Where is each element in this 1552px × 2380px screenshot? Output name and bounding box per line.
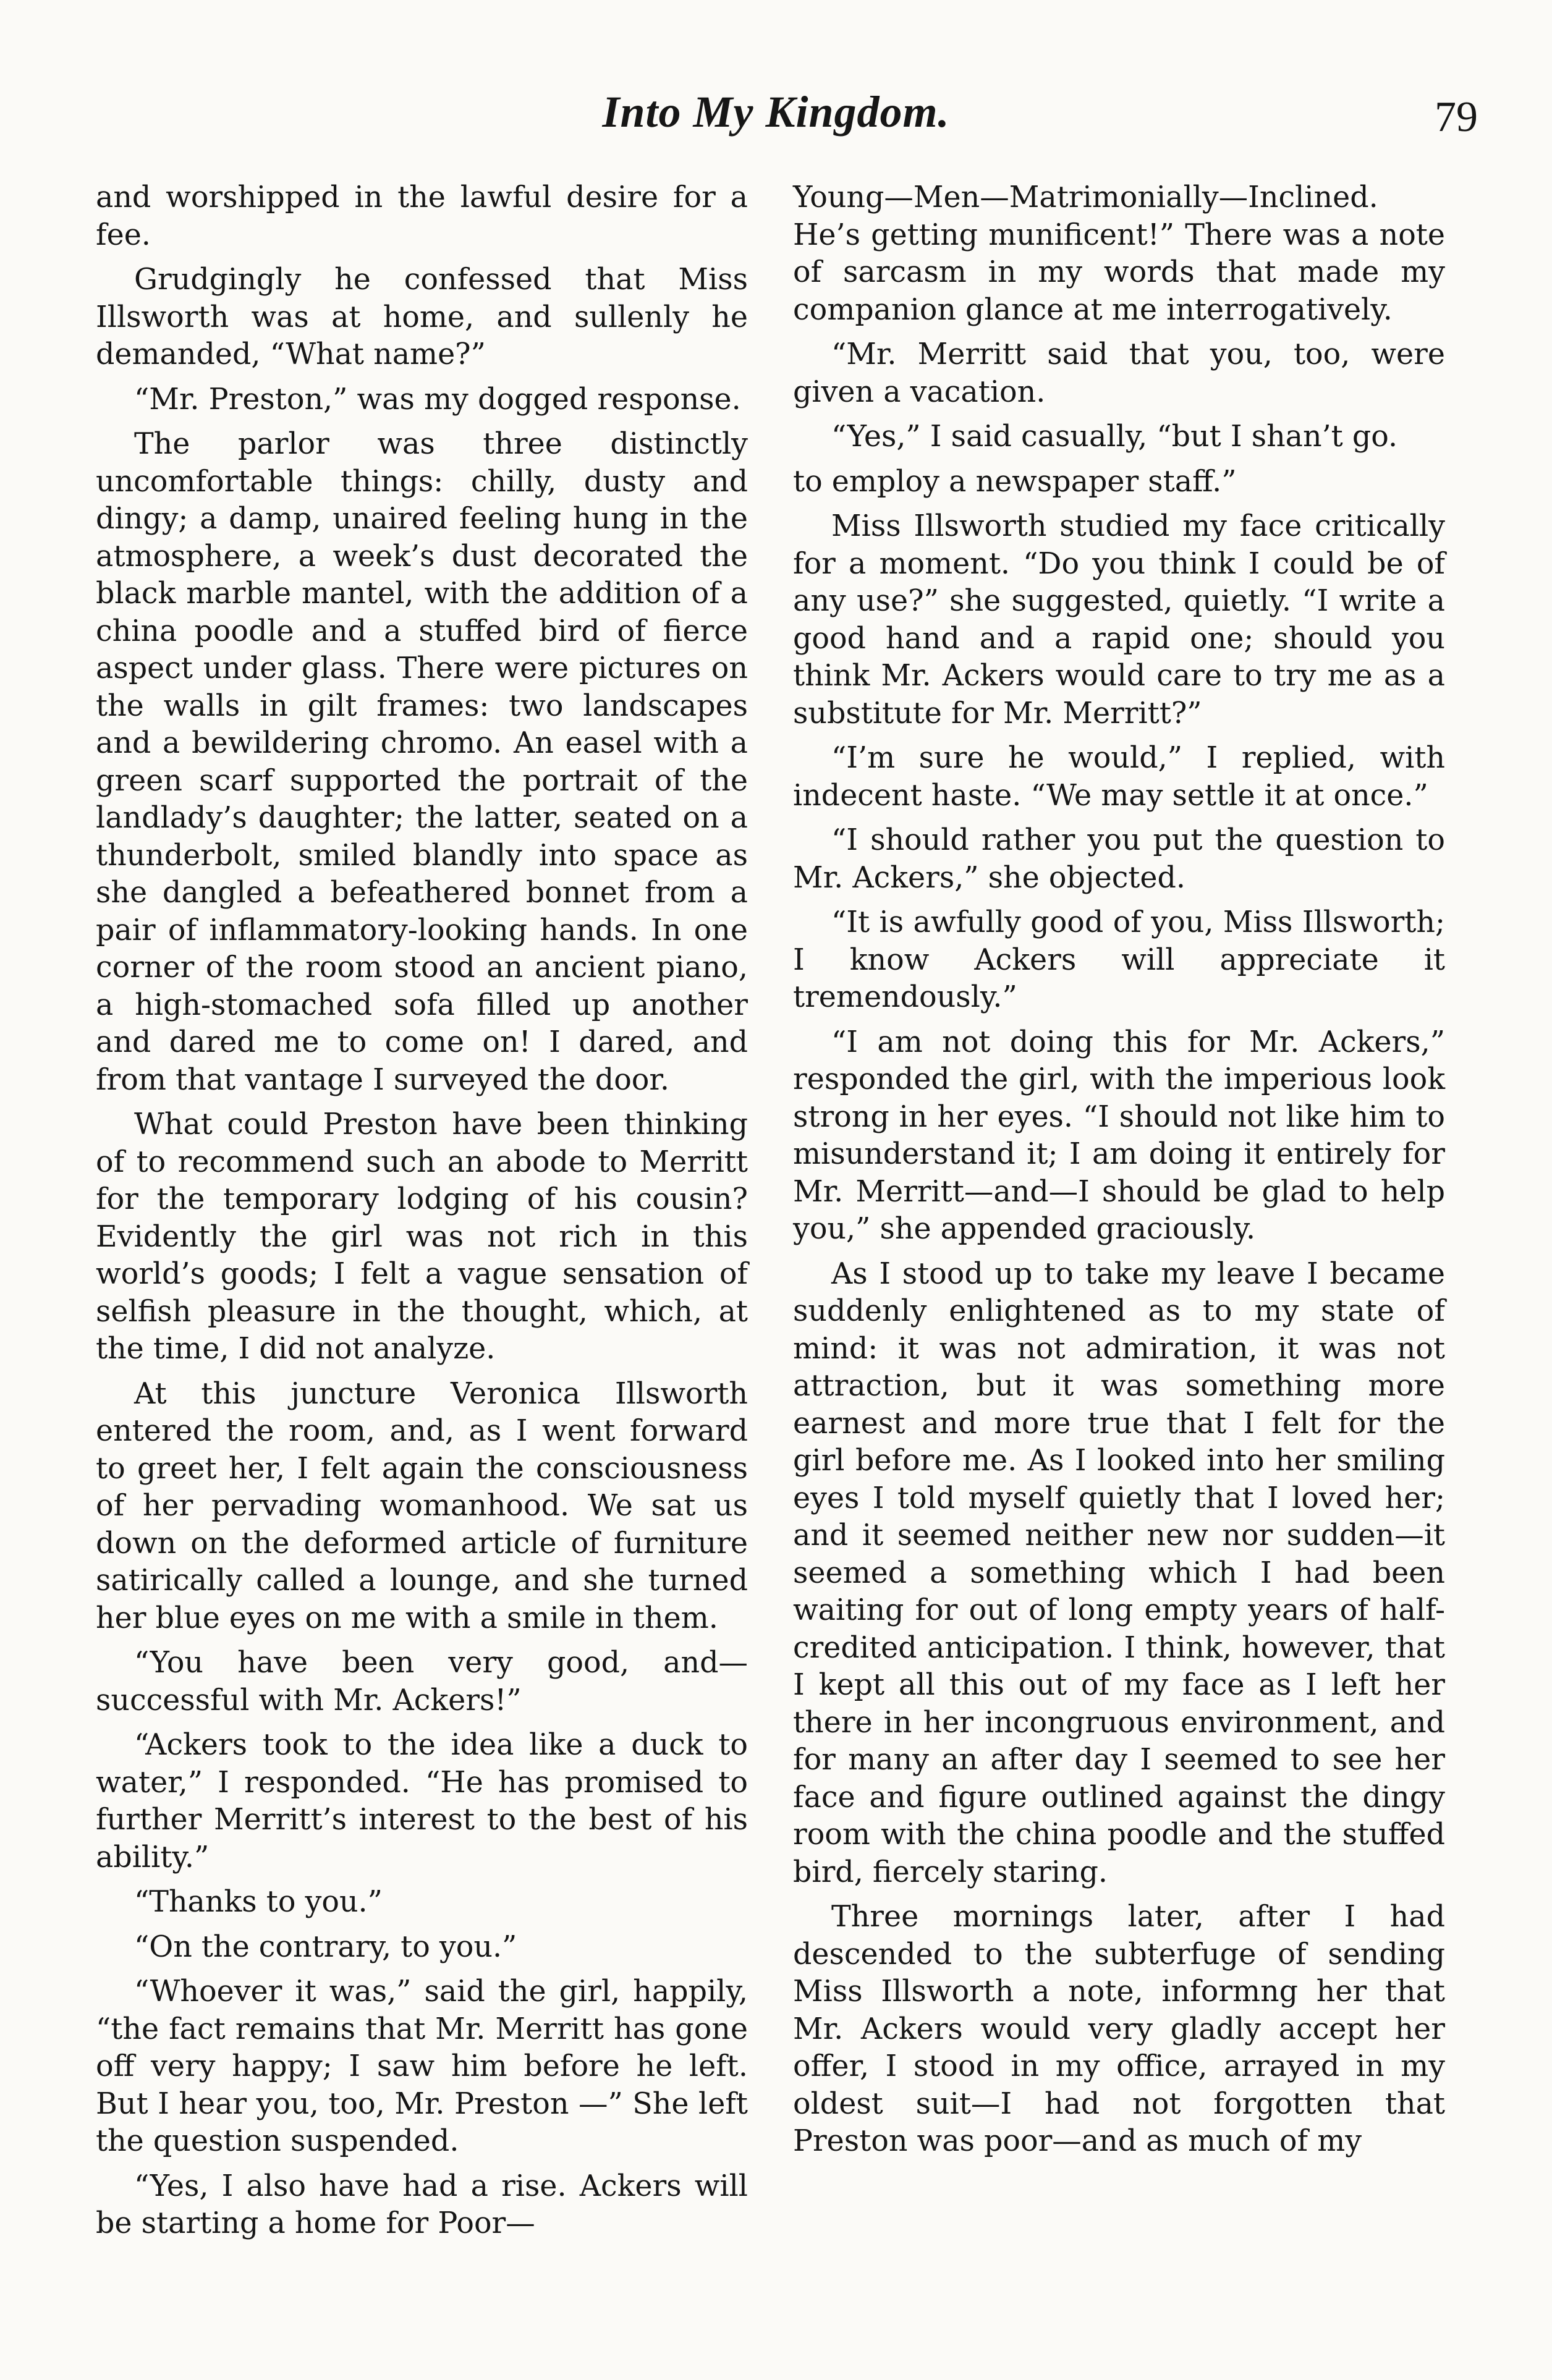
paragraph: Grudgingly he confessed that Miss Illsworth was at home, and sullenly he demanded, “What name?” xyxy=(96,263,748,371)
paragraph: and worshipped in the lawful desire for a fee. xyxy=(96,180,748,252)
paragraph: “Thanks to you.” xyxy=(134,1885,383,1919)
paragraph: Young—Men—Matrimonially—Inclined. He’s getting munificent!” There was a note of sarcasm in my words that made my companion glance at me interrogatively. xyxy=(793,180,1445,327)
paragraph: “Mr. Preston,” was my dogged response. xyxy=(134,382,741,417)
paragraph: “Whoever it was,” said the girl, happily, “the fact remains that Mr. Merritt has gone off very happy; I saw him before he left. But I hear you, too, Mr. Preston —” She left the question suspended. xyxy=(96,1975,748,2158)
left-column xyxy=(96,179,748,2250)
paragraph: The parlor was three distinctly uncomfortable things: chilly, dusty and dingy; a damp, unaired feeling hung in the atmosphere, a week’s dust decorated the black marble mantel, with the addition of a china poodle and a stuffed bird of fierce aspect under glass. There were pictures on the walls in gilt frames: two landscapes and a bewildering chromo. An easel with a green scarf supported the portrait of the landlady’s daughter; the latter, seated on a thunderbolt, smiled blandly into space as she dangled a befeathered bonnet from a pair of inflammatory-looking hands. In one corner of the room stood an ancient piano, a high-stomached sofa filled up another and dared me to come on! I dared, and from that vantage I surveyed the door. xyxy=(96,427,748,1097)
right-column xyxy=(793,179,1445,2168)
paragraph: “You have been very good, and—successful with Mr. Ackers!” xyxy=(96,1646,748,1717)
paragraph: What could Preston have been thinking of to recommend such an abode to Merritt for the temporary lodging of his cousin? Evidently the girl was not rich in this world’s goods; I felt a vague sensation of selfish pleasure in the thought, which, at the time, I did not analyze. xyxy=(96,1107,748,1366)
paragraph: “I’m sure he would,” I replied, with indecent haste. “We may settle it at once.” xyxy=(793,741,1445,813)
paragraph: “Yes,” I said casually, “but I shan’t go. xyxy=(831,420,1398,454)
paragraph: “Ackers took to the idea like a duck to water,” I responded. “He has promised to further Merritt’s interest to the best of his ability.” xyxy=(96,1728,748,1874)
paragraph: Miss Illsworth studied my face critically for a moment. “Do you think I could be of any use?” she suggested, quietly. “I write a good hand and a rapid one; should you think Mr. Ackers would care to try me as a substitute for Mr. Merritt?” xyxy=(793,509,1445,731)
paragraph: As I stood up to take my leave I became suddenly enlightened as to my state of mind: it was not admiration, it was not attraction, but it was something more earnest and more true that I felt for the girl before me. As I looked into her smiling eyes I told myself quietly that I loved her; and it seemed neither new nor sudden—it seemed a something which I had been waiting for out of long empty years of half-credited anticipation. I think, however, that I kept all this out of my face as I left her there in her incongruous environment, and for many an after day I seemed to see her face and figure outlined against the dingy room with the china poodle and the stuffed bird, fiercely staring. xyxy=(793,1256,1445,1889)
paragraph: “Mr. Merritt said that you, too, were given a vacation. xyxy=(793,337,1445,409)
paragraph: “On the contrary, to you.” xyxy=(134,1929,517,1964)
paragraph: to employ a newspaper staff.” xyxy=(793,464,1237,499)
paragraph: “It is awfully good of you, Miss Illsworth; I know Ackers will appreciate it tremendously.” xyxy=(793,905,1445,1014)
paragraph: “I am not doing this for Mr. Ackers,” responded the girl, with the imperious look strong in her eyes. “I should not like him to misunderstand it; I am doing it entirely for Mr. Merritt—and—I should be glad to help you,” she appended graciously. xyxy=(793,1025,1445,1246)
page-number: 79 xyxy=(1435,93,1478,141)
paragraph: “Yes, I also have had a rise. Ackers will be starting a home for Poor— xyxy=(96,2169,748,2240)
paragraph: Three mornings later, after I had descended to the subterfuge of sending Miss Illsworth a note, informng her that Mr. Ackers would very gladly accept her offer, I stood in my office, arrayed in my oldest suit—I had not forgotten that Preston was poor—and as much of my xyxy=(793,1900,1445,2158)
paragraph: “I should rather you put the question to Mr. Ackers,” she objected. xyxy=(793,823,1445,895)
running-header-title: Into My Kingdom. xyxy=(602,87,950,137)
paragraph: At this juncture Veronica Illsworth entered the room, and, as I went forward to greet her, I felt again the consciousness of her pervading womanhood. We sat us down on the deformed article of furniture satirically called a lounge, and she turned her blue eyes on me with a smile in them. xyxy=(96,1376,748,1635)
